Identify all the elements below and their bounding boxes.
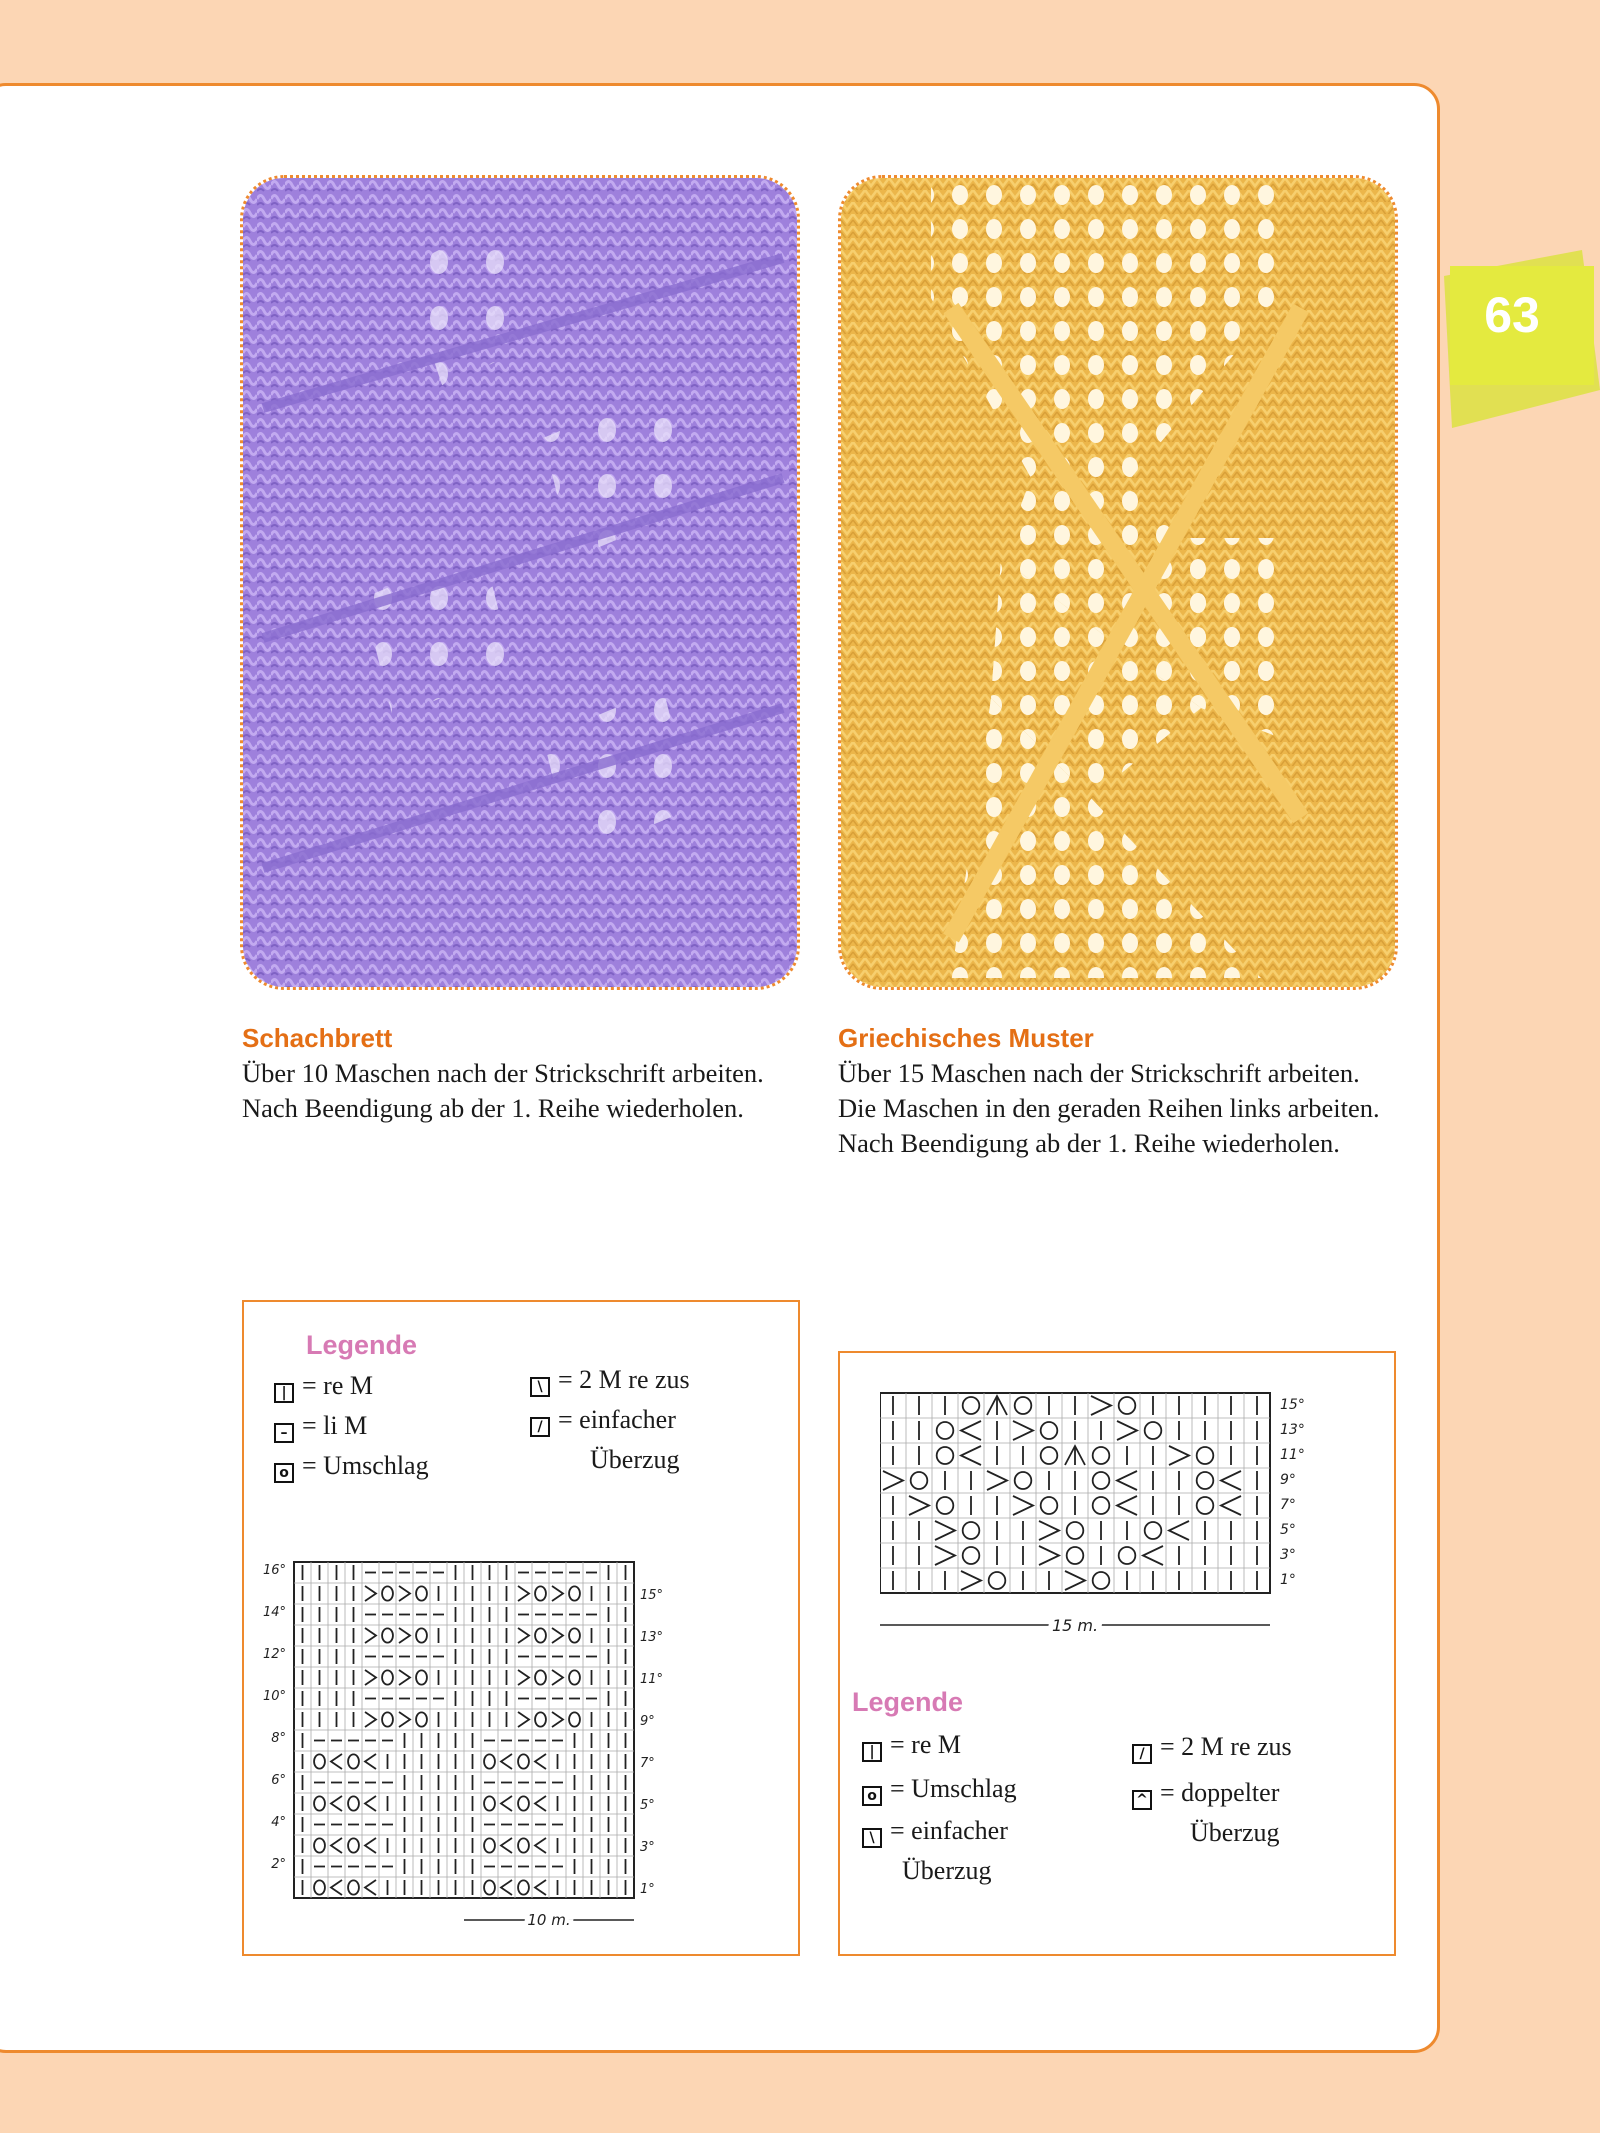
row-label: 5° (1280, 1522, 1296, 1538)
row-label: 3° (640, 1840, 655, 1855)
row-label: 11° (640, 1672, 664, 1687)
yarnover-icon: o (274, 1463, 294, 1483)
legend-item-skp: \ = einfacher (862, 1815, 1008, 1848)
legend-title: Legende (852, 1687, 964, 1717)
legend-item-double-decrease-cont: Überzug (1190, 1818, 1280, 1847)
knitting-chart-griechisches-muster (880, 1383, 1380, 1663)
pattern-text-line: Die Maschen in den geraden Reihen links arbeiten. (838, 1093, 1380, 1123)
skp-icon: \ (862, 1828, 882, 1848)
row-label: 15° (1280, 1397, 1305, 1413)
row-label: 9° (640, 1714, 655, 1729)
row-label: 2° (271, 1857, 286, 1872)
pattern-description-schachbrett (242, 1022, 802, 1126)
row-label: 6° (271, 1773, 286, 1788)
legend-item-purl: – = li M (274, 1410, 367, 1443)
pattern-description-griechisches-muster (838, 1022, 1418, 1161)
legend-item-skp-cont: Überzug (902, 1856, 992, 1885)
row-label: 4° (271, 1815, 286, 1830)
pattern-text-line: Nach Beendigung ab der 1. Reihe wiederholen. (838, 1128, 1340, 1158)
row-label: 10° (262, 1689, 286, 1704)
row-label: 15° (640, 1588, 664, 1603)
k2tog-icon: / (1132, 1744, 1152, 1764)
swatch-photo-schachbrett (240, 175, 800, 990)
pattern-title: Griechisches Muster (838, 1023, 1094, 1053)
row-label: 3° (1280, 1547, 1296, 1563)
row-label: 1° (640, 1882, 655, 1897)
row-label: 9° (1280, 1472, 1296, 1488)
pattern-title: Schachbrett (242, 1023, 393, 1053)
row-label: 1° (1280, 1572, 1296, 1588)
k2tog-icon: \ (530, 1377, 550, 1397)
page-number: 63 (1484, 287, 1540, 343)
knit-icon: | (274, 1383, 294, 1403)
chart-box-griechisches-muster (838, 1351, 1396, 1956)
pattern-text-line: Nach Beendigung ab der 1. Reihe wiederholen. (242, 1093, 744, 1123)
row-label: 13° (640, 1630, 664, 1645)
row-label: 16° (262, 1563, 286, 1578)
knit-icon: | (862, 1742, 882, 1762)
legend-item-yarnover: o = Umschlag (274, 1450, 429, 1483)
legend-item-double-decrease: ^ = doppelter (1132, 1777, 1279, 1810)
purl-icon: – (274, 1423, 294, 1443)
legend-item-skp: / = einfacher (530, 1404, 676, 1437)
legend-item-skp-cont: Überzug (590, 1445, 680, 1474)
row-label: 7° (1280, 1497, 1296, 1513)
chart-box-schachbrett (242, 1300, 800, 1956)
skp-icon: / (530, 1417, 550, 1437)
row-label: 7° (640, 1756, 655, 1771)
double-decrease-icon: ^ (1132, 1790, 1152, 1810)
row-label: 8° (271, 1731, 286, 1746)
repeat-label: 10 m. (527, 1911, 571, 1929)
pattern-text-line: Über 10 Maschen nach der Strickschrift arbeiten. (242, 1058, 764, 1088)
row-label: 13° (1280, 1422, 1305, 1438)
legend-item-knit: | = re M (862, 1729, 961, 1762)
legend-item-knit: | = re M (274, 1370, 373, 1403)
yarnover-icon: o (862, 1786, 882, 1806)
knitting-chart-schachbrett (254, 1552, 794, 1932)
swatch-photo-griechisches-muster (838, 175, 1398, 990)
row-label: 14° (262, 1605, 286, 1620)
row-label: 5° (640, 1798, 655, 1813)
repeat-label: 15 m. (1051, 1616, 1099, 1635)
pattern-text-line: Über 15 Maschen nach der Strickschrift arbeiten. (838, 1058, 1360, 1088)
legend-item-k2tog: / = 2 M re zus (1132, 1731, 1292, 1764)
row-label: 12° (262, 1647, 286, 1662)
legend-title: Legende (306, 1330, 418, 1360)
legend-item-yarnover: o = Umschlag (862, 1773, 1017, 1806)
row-label: 11° (1280, 1447, 1305, 1463)
legend-item-k2tog: \ = 2 M re zus (530, 1364, 690, 1397)
